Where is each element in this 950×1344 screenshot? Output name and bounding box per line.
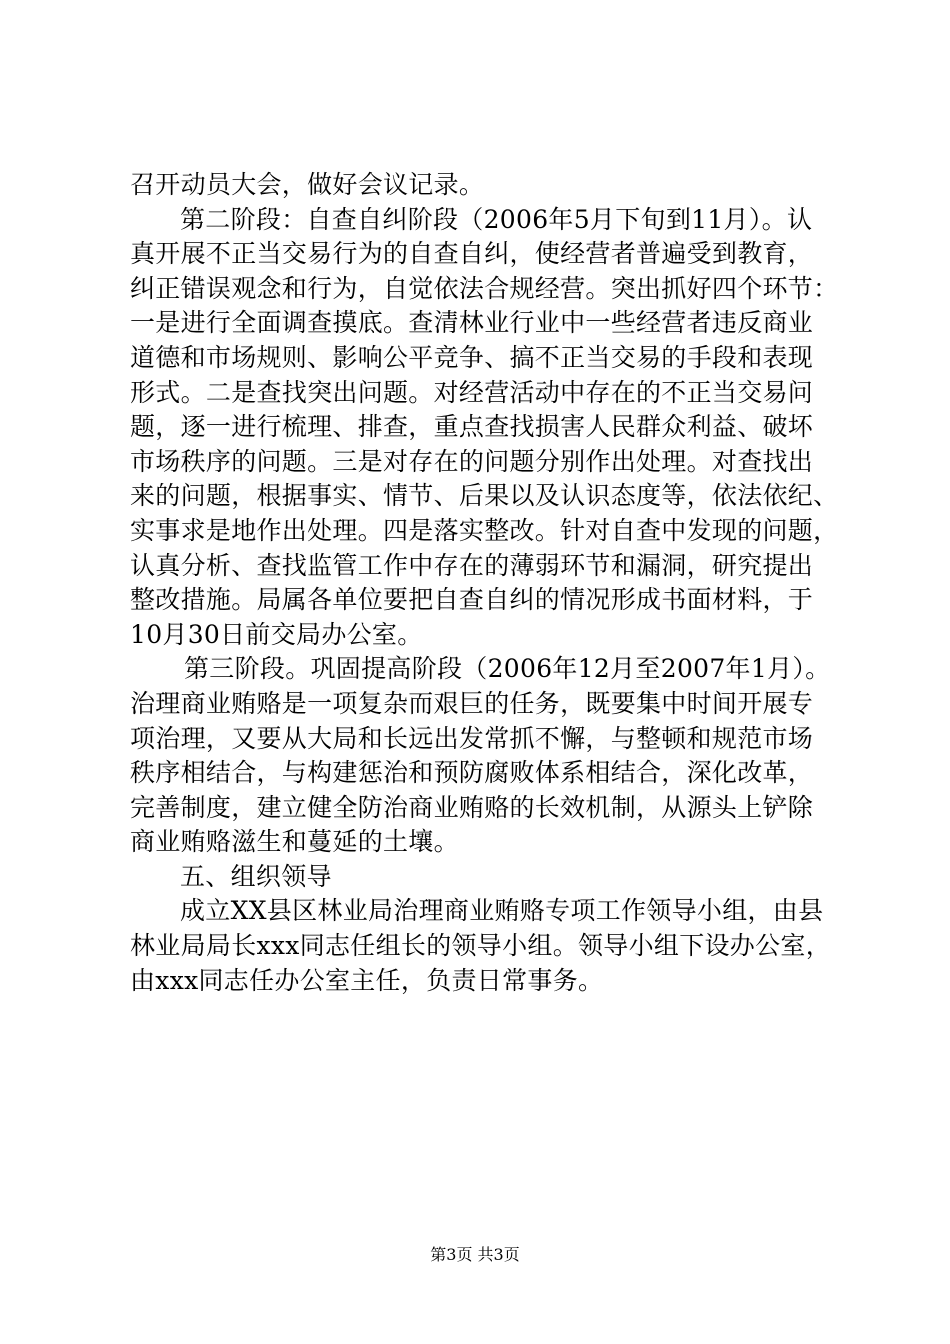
body-line: 真开展不正当交易行为的自查自纠，使经营者普遍受到教育， <box>130 239 814 269</box>
body-line: 道德和市场规则、影响公平竞争、搞不正当交易的手段和表现 <box>130 342 814 372</box>
body-line: 一是进行全面调查摸底。查清林业行业中一些经营者违反商业 <box>130 308 814 338</box>
body-line: 认真分析、查找监管工作中存在的薄弱环节和漏洞，研究提出 <box>130 550 814 580</box>
body-line: 项治理，又要从大局和长远出发常抓不懈，与整顿和规范市场 <box>130 723 814 753</box>
body-line: 市场秩序的问题。三是对存在的问题分别作出处理。对查找出 <box>130 446 814 476</box>
phase-three-heading-line: 第三阶段。巩固提高阶段（2006年12月至2007年1月）。 <box>184 654 831 684</box>
body-line: 治理商业贿赂是一项复杂而艰巨的任务，既要集中时间开展专 <box>130 688 814 718</box>
body-line: 林业局局长xxx同志任组长的领导小组。领导小组下设办公室， <box>130 931 831 961</box>
body-line: 纠正错误观念和行为，自觉依法合规经营。突出抓好四个环节： <box>130 273 839 303</box>
body-line: 来的问题，根据事实、情节、后果以及认识态度等，依法依纪、 <box>130 481 839 511</box>
body-line: 题，逐一进行梳理、排查，重点查找损害人民群众利益、破坏 <box>130 412 814 442</box>
phase-two-heading-line: 第二阶段：自查自纠阶段（2006年5月下旬到11月）。认 <box>180 204 813 234</box>
page-footer: 第3页 共3页 <box>430 1245 520 1264</box>
body-line: 召开动员大会，做好会议记录。 <box>130 170 485 199</box>
body-line: 10月30日前交局办公室。 <box>130 619 423 649</box>
body-line: 整改措施。局属各单位要把自查自纠的情况形成书面材料，于 <box>130 585 814 615</box>
body-line: 商业贿赂滋生和蔓延的土壤。 <box>130 827 459 857</box>
body-line: 成立XX县区林业局治理商业贿赂专项工作领导小组，由县 <box>180 896 824 926</box>
section-heading: 五、组织领导 <box>180 861 332 891</box>
body-line: 秩序相结合，与构建惩治和预防腐败体系相结合，深化改革， <box>130 758 814 788</box>
body-line: 完善制度，建立健全防治商业贿赂的长效机制，从源头上铲除 <box>130 792 814 822</box>
body-line: 由xxx同志任办公室主任，负责日常事务。 <box>130 965 604 995</box>
body-line: 实事求是地作出处理。四是落实整改。针对自查中发现的问题， <box>130 515 839 545</box>
document-body <box>130 168 839 998</box>
body-line: 形式。二是查找突出问题。对经营活动中存在的不正当交易问 <box>130 377 814 407</box>
